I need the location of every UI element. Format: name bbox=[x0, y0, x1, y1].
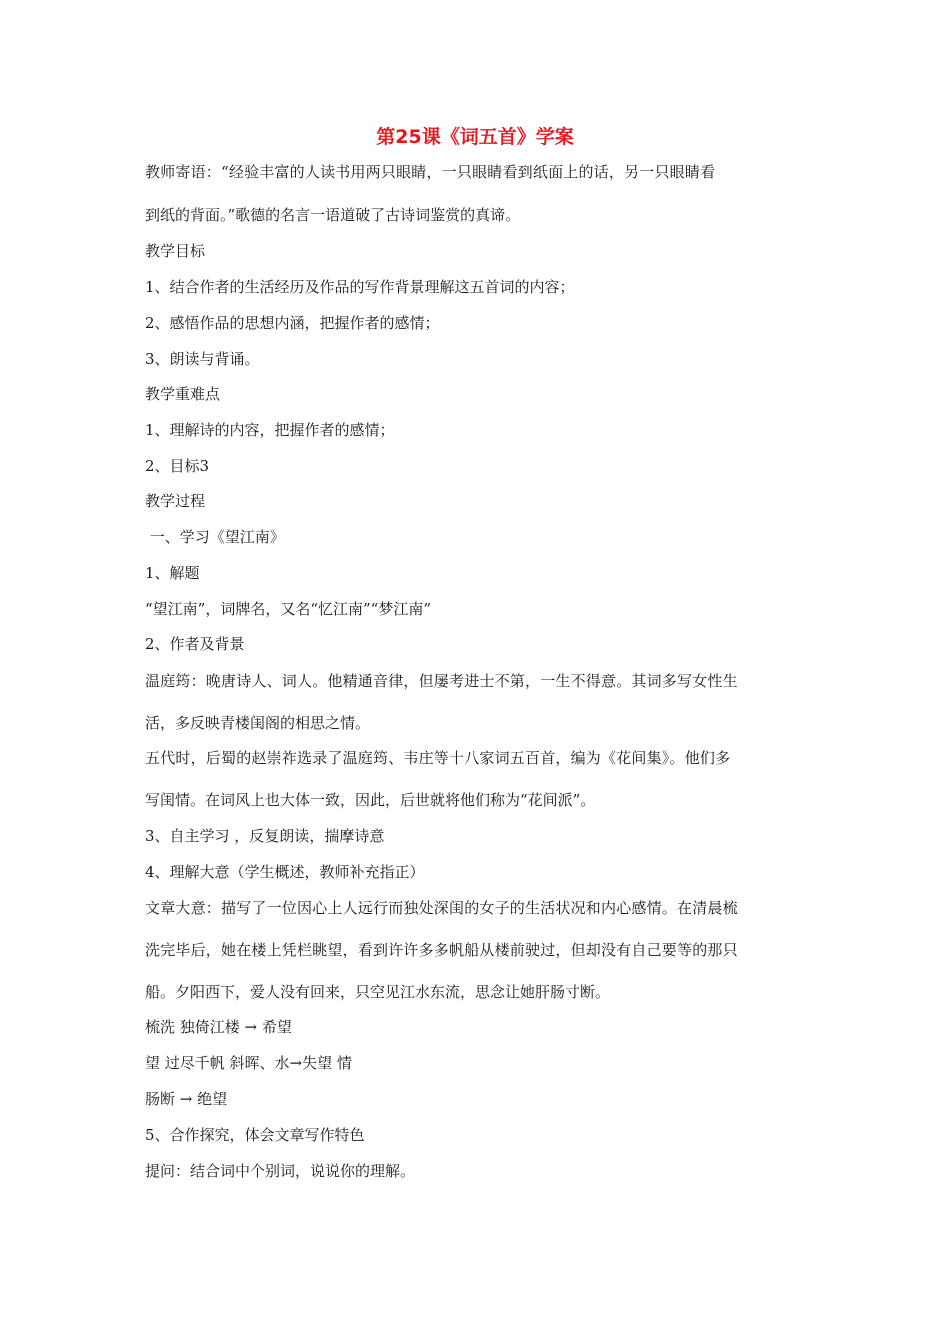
diagram-line: 梳洗 独倚江楼 → 希望 bbox=[145, 1018, 292, 1036]
list-item: 2、感悟作品的思想内涵，把握作者的感情； bbox=[145, 314, 440, 332]
document-title: 第25课《词五首》学案 bbox=[376, 126, 574, 148]
list-item: 4、理解大意（学生概述，教师补充指正） bbox=[145, 863, 425, 881]
list-item: 1、理解诗的内容，把握作者的感情； bbox=[145, 421, 395, 439]
text-line: 洗完毕后，她在楼上凭栏眺望，看到许许多多帆船从楼前驶过，但却没有自己要等的那只 bbox=[145, 941, 738, 959]
section-heading: 教学过程 bbox=[145, 492, 206, 510]
list-item: 1、解题 bbox=[145, 564, 200, 582]
diagram-line: 望 过尽千帆 斜晖、水→失望 情 bbox=[145, 1054, 352, 1072]
text-line: 文章大意：描写了一位因心上人远行而独处深闺的女子的生活状况和内心感情。在清晨梳 bbox=[145, 899, 738, 917]
section-heading: 教学重难点 bbox=[145, 385, 221, 403]
list-item: 3、朗读与背诵。 bbox=[145, 350, 260, 368]
text-line: 船。夕阳西下，爱人没有回来，只空见江水东流，思念让她肝肠寸断。 bbox=[145, 983, 611, 1001]
subsection-heading: 一、学习《望江南》 bbox=[145, 528, 285, 546]
list-item: 3、自主学习 ，反复朗读，揣摩诗意 bbox=[145, 827, 385, 845]
list-item: 1、结合作者的生活经历及作品的写作背景理解这五首词的内容； bbox=[145, 278, 575, 296]
list-item: 5、合作探究，体会文章写作特色 bbox=[145, 1126, 365, 1144]
section-heading: 教学目标 bbox=[145, 242, 206, 260]
text-line: 提问：结合词中个别词，说说你的理解。 bbox=[145, 1162, 416, 1180]
text-line: 五代时，后蜀的赵崇祚选录了温庭筠、韦庄等十八家词五百首，编为《花间集》。他们多 bbox=[145, 749, 731, 767]
diagram-line: 肠断 → 绝望 bbox=[145, 1090, 228, 1108]
text-line: 活，多反映青楼闺阁的相思之情。 bbox=[145, 714, 371, 732]
text-line: 到纸的背面。”歌德的名言一语道破了古诗词鉴赏的真谛。 bbox=[145, 206, 521, 224]
text-line: 写闺情。在词风上也大体一致，因此，后世就将他们称为“花间派”。 bbox=[145, 791, 596, 809]
list-item: 2、作者及背景 bbox=[145, 635, 245, 653]
text-line: 温庭筠：晚唐诗人、词人。他精通音律，但屡考进士不第，一生不得意。其词多写女性生 bbox=[145, 672, 738, 690]
text-line: 教师寄语：“经验丰富的人读书用两只眼睛，一只眼睛看到纸面上的话，另一只眼睛看 bbox=[145, 163, 716, 181]
text-line: “望江南”，词牌名，又名“忆江南”“梦江南” bbox=[145, 600, 432, 618]
list-item: 2、目标3 bbox=[145, 457, 210, 475]
